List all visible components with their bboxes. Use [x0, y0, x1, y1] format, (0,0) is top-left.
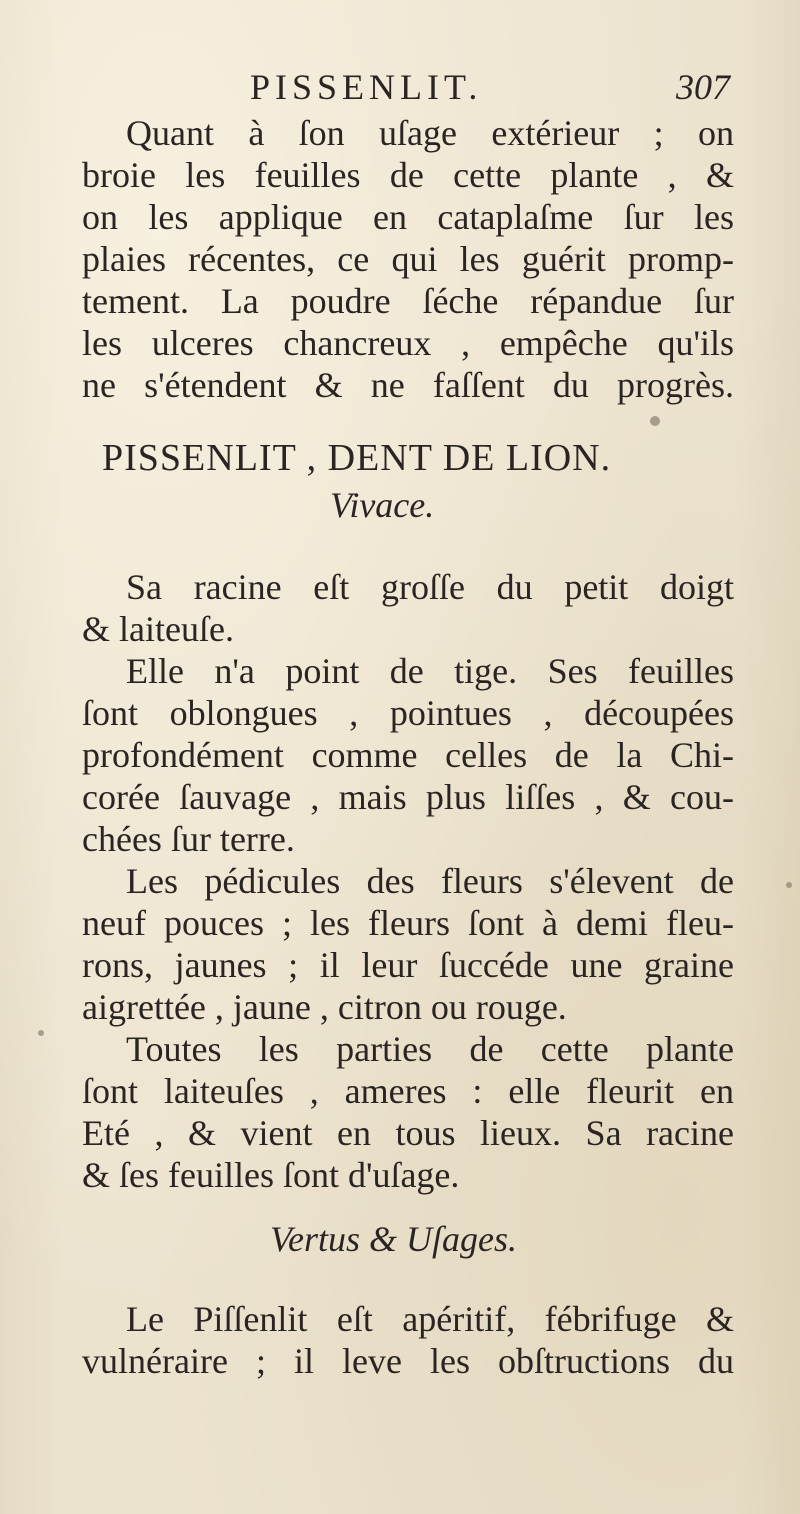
text-line: neuf pouces ; les fleurs ſont à demi fleu-: [82, 903, 734, 943]
text-line: & ſes feuilles ſont d'uſage.: [82, 1155, 460, 1195]
text-line: corée ſauvage , mais plus liſſes , & cou-: [82, 777, 734, 817]
entry-heading: PISSENLIT , DENT DE LION.: [102, 437, 612, 479]
ink-spot: [38, 1030, 44, 1036]
text-line: on les applique en cataplaſme ſur les: [82, 197, 734, 237]
text-line: broie les feuilles de cette plante , &: [82, 155, 734, 195]
running-head-title: PISSENLIT.: [250, 67, 483, 107]
text-line: les ulceres chancreux , empêche qu'ils: [82, 323, 734, 363]
text-line: plaies récentes, ce qui les guérit promp-: [82, 239, 734, 279]
text-line: profondément comme celles de la Chi-: [82, 735, 734, 775]
paragraph-virtues: [82, 1298, 734, 1382]
text-line: & laiteuſe.: [82, 609, 234, 649]
ink-spot: [786, 882, 792, 888]
description-block: [82, 566, 734, 1196]
text-line: Toutes les parties de cette plante: [126, 1029, 734, 1069]
text-line: Le Piſſenlit eſt apéritif, fébrifuge &: [126, 1299, 734, 1339]
text-line: ne s'étendent & ne faſſent du progrès.: [82, 365, 734, 405]
text-line: Quant à ſon uſage extérieur ; on: [126, 113, 734, 153]
section-title: Vertus & Uſages.: [270, 1219, 517, 1259]
text-line: rons, jaunes ; il leur ſuccéde une graine: [82, 945, 734, 985]
ink-spot: [650, 416, 660, 426]
text-line: vulnéraire ; il leve les obſtructions du: [82, 1341, 734, 1381]
text-line: tement. La poudre ſéche répandue ſur: [82, 281, 734, 321]
text-line: ſont laiteuſes , ameres : elle fleurit en: [82, 1071, 734, 1111]
paragraph-external-use: [82, 112, 734, 406]
text-line: chées ſur terre.: [82, 819, 295, 859]
entry-subheading: Vivace.: [330, 485, 435, 525]
text-line: Les pédicules des fleurs s'élevent de: [126, 861, 734, 901]
page-number: 307: [676, 67, 730, 107]
text-line: Elle n'a point de tige. Ses feuilles: [126, 651, 734, 691]
text-line: ſont oblongues , pointues , découpées: [82, 693, 734, 733]
text-line: aigrettée , jaune , citron ou rouge.: [82, 987, 567, 1027]
text-line: Sa racine eſt groſſe du petit doigt: [126, 567, 734, 607]
running-head: [250, 66, 730, 110]
text-line: Eté , & vient en tous lieux. Sa racine: [82, 1113, 734, 1153]
